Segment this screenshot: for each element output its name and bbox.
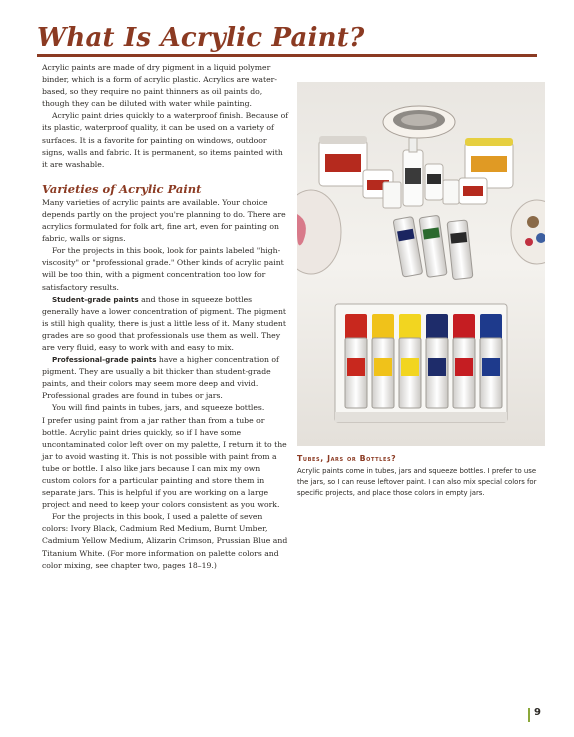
student-grade-text: and those in squeeze bottles generally have a lower concentration of pigment. The pigment is still high quality, there is just a little less of it. Many student grades are so good that professionals use them as well. They are very fluid, easy to work with and easy to mix. xyxy=(42,294,287,352)
varieties-paragraph-4 xyxy=(42,354,290,402)
professional-grade-lead: Professional-grade paints xyxy=(52,355,157,365)
paint-supplies-photo xyxy=(297,82,545,446)
title-rule xyxy=(37,54,537,57)
varieties-paragraph-5: You will find paints in tubes, jars, and squeeze bottles. xyxy=(52,403,265,413)
main-text-column xyxy=(42,62,290,572)
varieties-paragraph-2: For the projects in this book, look for paints labeled "high-viscosity" or "professional grade." Other kinds of acrylic paint will be too thin, with a pigment concentration too low for satisfactory results. xyxy=(42,246,284,292)
varieties-paragraph-3 xyxy=(42,294,290,354)
page-title: What Is Acrylic Paint? xyxy=(37,23,365,53)
varieties-paragraph-6: I prefer using paint from a jar rather than from a tube or bottle. Acrylic paint dries quickly, so if I have some uncontaminated color left over on my palette, I return it to the jar to avoid wasting it. This is not possible with paint from a tube or bottle. I also like jars because I can mix my own custom colors for a particular painting and store them in separate jars. This is helpful if you are working on a large project and need to keep your colors consistent as you work. xyxy=(42,415,287,510)
caption-text: Acrylic paints come in tubes, jars and squeeze bottles. I prefer to use the jars, so I can reuse leftover paint. I can also mix special colors for specific projects, and place those colors in empty jars. xyxy=(297,467,537,498)
varieties-paragraph-7: For the projects in this book, I used a palette of seven colors: Ivory Black, Cadmium Red Medium, Burnt Umber, Cadmium Yellow Medium, Alizarin Crimson, Prussian Blue and Titanium White. (For more information on palette colors and color mixing, see chapter two, pages 18–19.) xyxy=(42,512,288,570)
intro-paragraph-1: Acrylic paints are made of dry pigment in a liquid polymer binder, which is a form of acrylic plastic. Acrylics are water-based, so they require no paint thinners as oil paints do, though they can be diluted with water while painting. xyxy=(42,63,277,109)
page-number: 9 xyxy=(534,707,541,718)
student-grade-lead: Student-grade paints xyxy=(52,294,139,304)
professional-grade-text: have a higher concentration of pigment. They are usually a bit thicker than student-grade paints, and their colors may seem more deep and vivid. Professional grades are found in tubes or jars. xyxy=(42,355,279,401)
intro-paragraph-2: Acrylic paint dries quickly to a waterproof finish. Because of its plastic, waterproof quality, it can be used on a variety of surfaces. It is a favorite for painting on windows, outdoor signs, walls and fabric. It is permanent, so items painted with it are washable. xyxy=(42,111,289,169)
varieties-paragraph-1: Many varieties of acrylic paints are available. Your choice depends partly on the project you're planning to do. There are acrylics formulated for folk art, fine art, even for painting on fabric, walls or signs. xyxy=(42,197,286,244)
caption-title: Tubes, Jars or Bottles? xyxy=(297,454,397,463)
section-subhead: Varieties of Acrylic Paint xyxy=(42,181,202,196)
page-number-bar xyxy=(528,708,530,722)
